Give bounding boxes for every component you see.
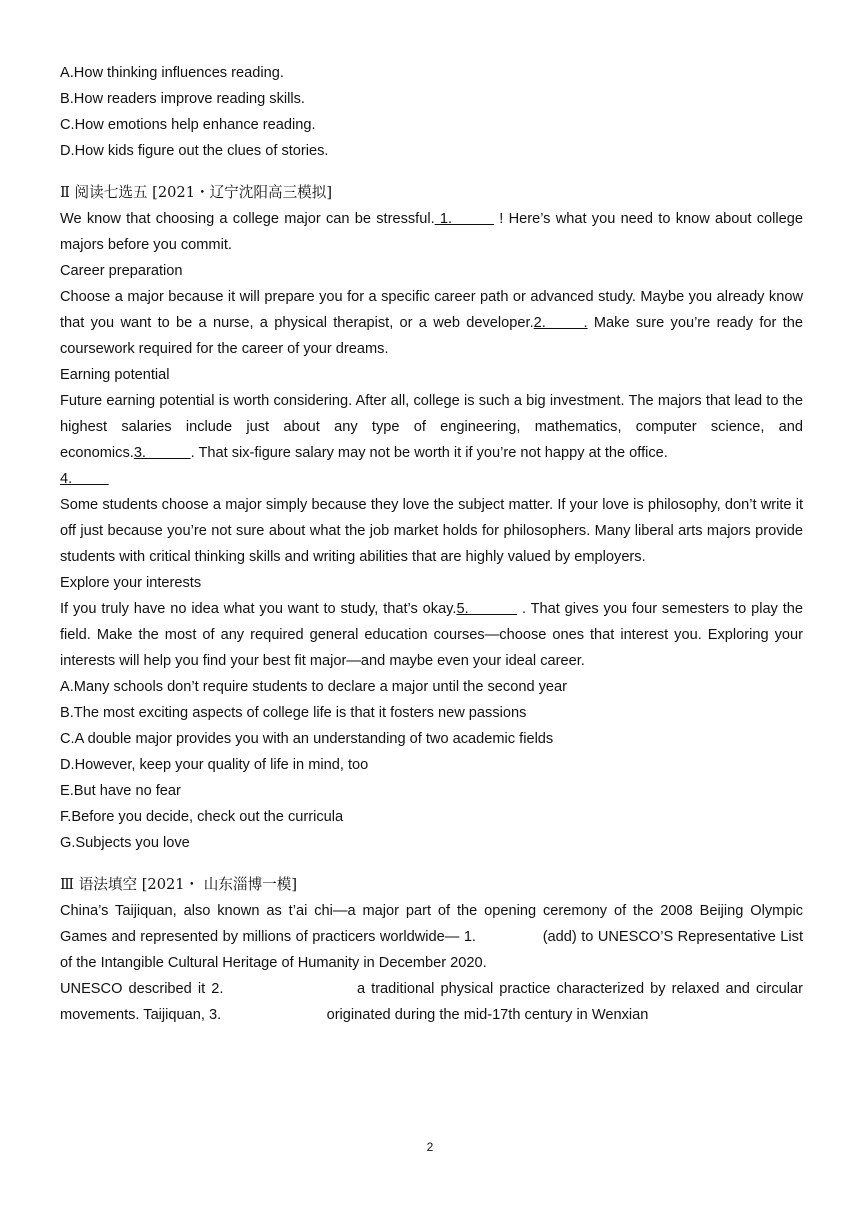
choice-f: F.Before you decide, check out the curricula (60, 809, 344, 825)
paragraph-unesco: UNESCO described it 2. a traditional physical practice characterized by relaxed and circular movements. Taijiquan, 3. originated during the mid-17th century in Wenxian (60, 981, 808, 1023)
paragraph-earning (60, 388, 803, 466)
text: Choose a major because it will prepare you for a specific career path or advanced study. Maybe you already know that you want to be a nurse, a physical therapist, or a web developer. (60, 289, 803, 331)
text: We know that choosing a college major can be stressful. (60, 211, 435, 227)
choice-d: D.However, keep your quality of life in mind, too (60, 757, 369, 773)
option-b: B.How readers improve reading skills. (60, 91, 305, 107)
paragraph-career (60, 284, 803, 362)
document-page (60, 60, 808, 1028)
paragraph-intro (60, 206, 803, 258)
choice-e: E.But have no fear (60, 783, 181, 799)
choice-g: G.Subjects you love (60, 835, 190, 851)
blank-3: 3. (133, 445, 191, 461)
section-3-heading: Ⅲ 语法填空 [2021・ 山东淄博一模] (60, 876, 298, 893)
paragraph-explore (60, 596, 803, 674)
blank-1: 1. (434, 211, 495, 227)
choice-b: B.The most exciting aspects of college life is that it fosters new passions (60, 705, 527, 721)
blank-4-heading (60, 466, 803, 492)
option-d: D.How kids figure out the clues of stories. (60, 143, 329, 159)
option-a: A.How thinking influences reading. (60, 65, 284, 81)
choice-c: C.A double major provides you with an understanding of two academic fields (60, 731, 554, 747)
subheading-earning: Earning potential (60, 367, 170, 383)
option-c: C.How emotions help enhance reading. (60, 117, 316, 133)
section-2-heading: Ⅱ 阅读七选五 [2021・辽宁沈阳高三模拟] (60, 184, 333, 201)
text: . That gives you four semesters to play the field. Make the most of any required general education courses—choose ones that interest you. Exploring your interests will help you find your best fit major—and maybe even your ideal career. (60, 601, 803, 669)
page-number: 2 (426, 1140, 434, 1154)
text: If you truly have no idea what you want to study, that’s okay. (60, 601, 457, 617)
paragraph-taijiquan: China’s Taijiquan, also known as t’ai chi—a major part of the opening ceremony of the 2008 Beijing Olympic Games and represented by millions of practicers worldwide— 1. (add) to UNESCO’S Representative List of the Intangible Cultural Heritage of Humanity in December 2020. (60, 903, 808, 971)
blank-2: 2. . (533, 315, 588, 331)
blank-5: 5. (456, 601, 518, 617)
text: . That six-figure salary may not be worth it if you’re not happy at the office. (190, 445, 668, 461)
choice-a: A.Many schools don’t require students to declare a major until the second year (60, 679, 568, 695)
paragraph-love: Some students choose a major simply because they love the subject matter. If your love is philosophy, don’t write it off just because you’re not sure about what the job market holds for philosophers. Many liberal arts majors provide students with critical thinking skills and writing abilities that are highly valued by employers. (60, 497, 803, 565)
subheading-explore: Explore your interests (60, 575, 202, 591)
subheading-career: Career preparation (60, 263, 183, 279)
text: Make sure you’re ready for the coursework required for the career of your dreams. (60, 315, 803, 357)
blank-4: 4. (60, 471, 109, 487)
text: Future earning potential is worth considering. After all, college is such a big investment. The majors that lead to the highest salaries include just about any type of engineering, mathematics, computer science, and economics. (60, 393, 803, 461)
text: ! Here’s what you need to know about college majors before you commit. (60, 211, 804, 253)
